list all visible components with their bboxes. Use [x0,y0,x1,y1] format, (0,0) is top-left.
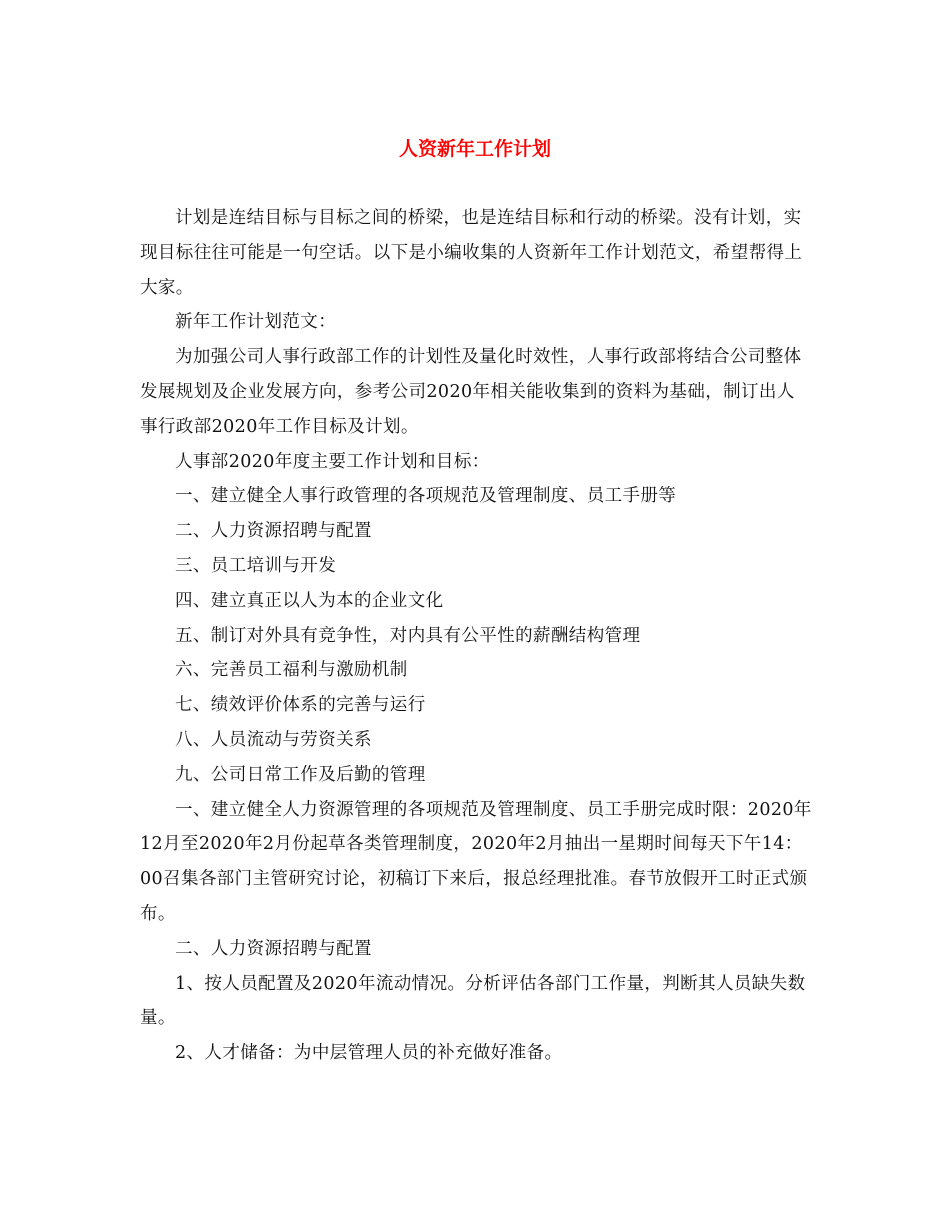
paragraph: 一、建立健全人力资源管理的各项规范及管理制度、员工手册完成时限：2020年12月至2020年2月份起草各类管理制度，2020年2月抽出一星期时间每天下午14：00召集各部门主管研究讨论，初稿订下来后，报总经理批准。春节放假开工时正式颁布。 [140,799,812,924]
list-item: 三、员工培训与开发 [175,555,337,576]
list-item: 四、建立真正以人为本的企业文化 [175,590,444,611]
document-title: 人资新年工作计划 [398,138,551,160]
paragraph: 计划是连结目标与目标之间的桥梁，也是连结目标和行动的桥梁。没有计划，实现目标往往可能是一句空话。以下是小编收集的人资新年工作计划范文，希望帮得上大家。 [140,208,803,298]
section-heading: 二、人力资源招聘与配置 [175,938,372,959]
list-item: 七、绩效评价体系的完善与运行 [175,695,426,716]
paragraph: 人事部2020年度主要工作计划和目标： [175,451,490,472]
paragraph: 2、人才储备：为中层管理人员的补充做好准备。 [175,1043,563,1064]
list-item: 九、公司日常工作及后勤的管理 [175,764,426,785]
list-item: 八、人员流动与劳资关系 [175,729,372,750]
paragraph: 新年工作计划范文： [175,312,337,333]
list-item: 一、建立健全人事行政管理的各项规范及管理制度、员工手册等 [175,486,677,507]
paragraph: 1、按人员配置及2020年流动情况。分析评估各部门工作量，判断其人员缺失数量。 [140,973,806,1029]
document-body [140,201,812,1071]
paragraph: 为加强公司人事行政部工作的计划性及量化时效性，人事行政部将结合公司整体发展规划及企业发展方向，参考公司2020年相关能收集到的资料为基础，制订出人事行政部2020年工作目标及计划。 [140,347,802,437]
list-item: 五、制订对外具有竞争性，对内具有公平性的薪酬结构管理 [175,625,641,646]
list-item: 二、人力资源招聘与配置 [175,521,372,542]
list-item: 六、完善员工福利与激励机制 [175,660,408,681]
